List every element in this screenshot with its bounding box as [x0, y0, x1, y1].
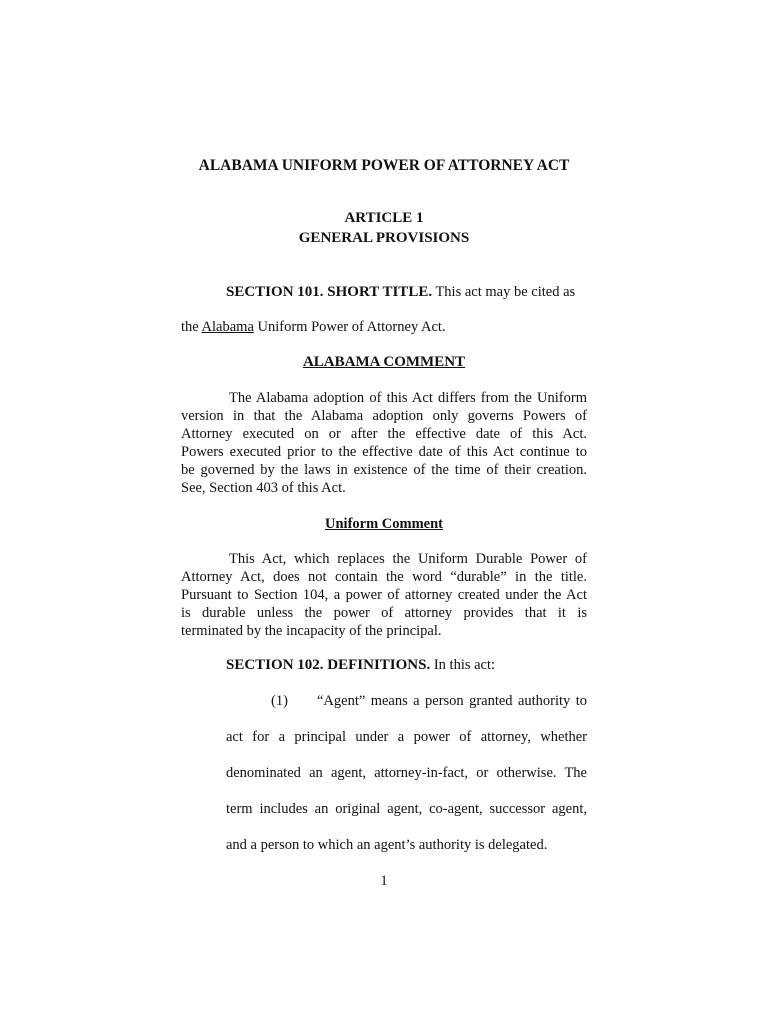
document-title: ALABAMA UNIFORM POWER OF ATTORNEY ACT	[198, 157, 570, 174]
paragraph-line: Powers executed prior to the effective date of this Act continue to	[181, 444, 587, 460]
paragraph-line: is durable unless the power of attorney provides that it is	[181, 605, 587, 621]
section-102-heading: SECTION 102. DEFINITIONS.	[226, 657, 431, 673]
definition-number: (1)	[271, 693, 288, 709]
alabama-comment-heading: ALABAMA COMMENT	[302, 354, 466, 370]
alabama-comment-body	[181, 389, 587, 497]
paragraph-line: Attorney Act, does not contain the word “durable” in the title.	[181, 569, 587, 585]
article-number: ARTICLE 1	[344, 210, 424, 226]
paragraph-line: Pursuant to Section 104, a power of attorney created under the Act	[181, 587, 587, 603]
section-102	[226, 656, 495, 674]
definition-first-line: “Agent” means a person granted authority to	[317, 693, 587, 709]
section-101-underlined-word: Alabama	[201, 319, 254, 335]
paragraph-line: See, Section 403 of this Act.	[181, 480, 346, 496]
paragraph-line: This Act, which replaces the Uniform Durable Power of	[229, 551, 587, 567]
section-101-suffix: Uniform Power of Attorney Act.	[253, 319, 446, 335]
section-101-text: This act may be cited as	[435, 284, 576, 300]
page-number: 1	[380, 873, 388, 889]
paragraph-line: version in that the Alabama adoption only governs Powers of	[181, 408, 587, 424]
section-101-line2	[181, 318, 446, 336]
section-101-heading: SECTION 101. SHORT TITLE.	[226, 284, 433, 300]
uniform-comment-body	[181, 550, 587, 640]
uniform-comment-heading: Uniform Comment	[325, 516, 443, 532]
definition-line: act for a principal under a power of attorney, whether	[226, 729, 587, 745]
paragraph-line: Attorney executed on or after the effective date of this Act.	[181, 426, 587, 442]
article-title: GENERAL PROVISIONS	[298, 230, 470, 246]
definition-line: denominated an agent, attorney-in-fact, or otherwise. The	[226, 765, 587, 781]
section-102-text: In this act:	[433, 657, 496, 673]
paragraph-line: terminated by the incapacity of the principal.	[181, 623, 442, 639]
definition-line: and a person to which an agent’s authority is delegated.	[226, 837, 548, 853]
paragraph-line: The Alabama adoption of this Act differs from the Uniform	[229, 390, 587, 406]
section-101-prefix: the	[181, 319, 202, 335]
paragraph-line: be governed by the laws in existence of the time of their creation.	[181, 462, 587, 478]
definition-body	[226, 728, 587, 854]
section-101	[226, 283, 575, 301]
definition-line: term includes an original agent, co-agent, successor agent,	[226, 801, 587, 817]
